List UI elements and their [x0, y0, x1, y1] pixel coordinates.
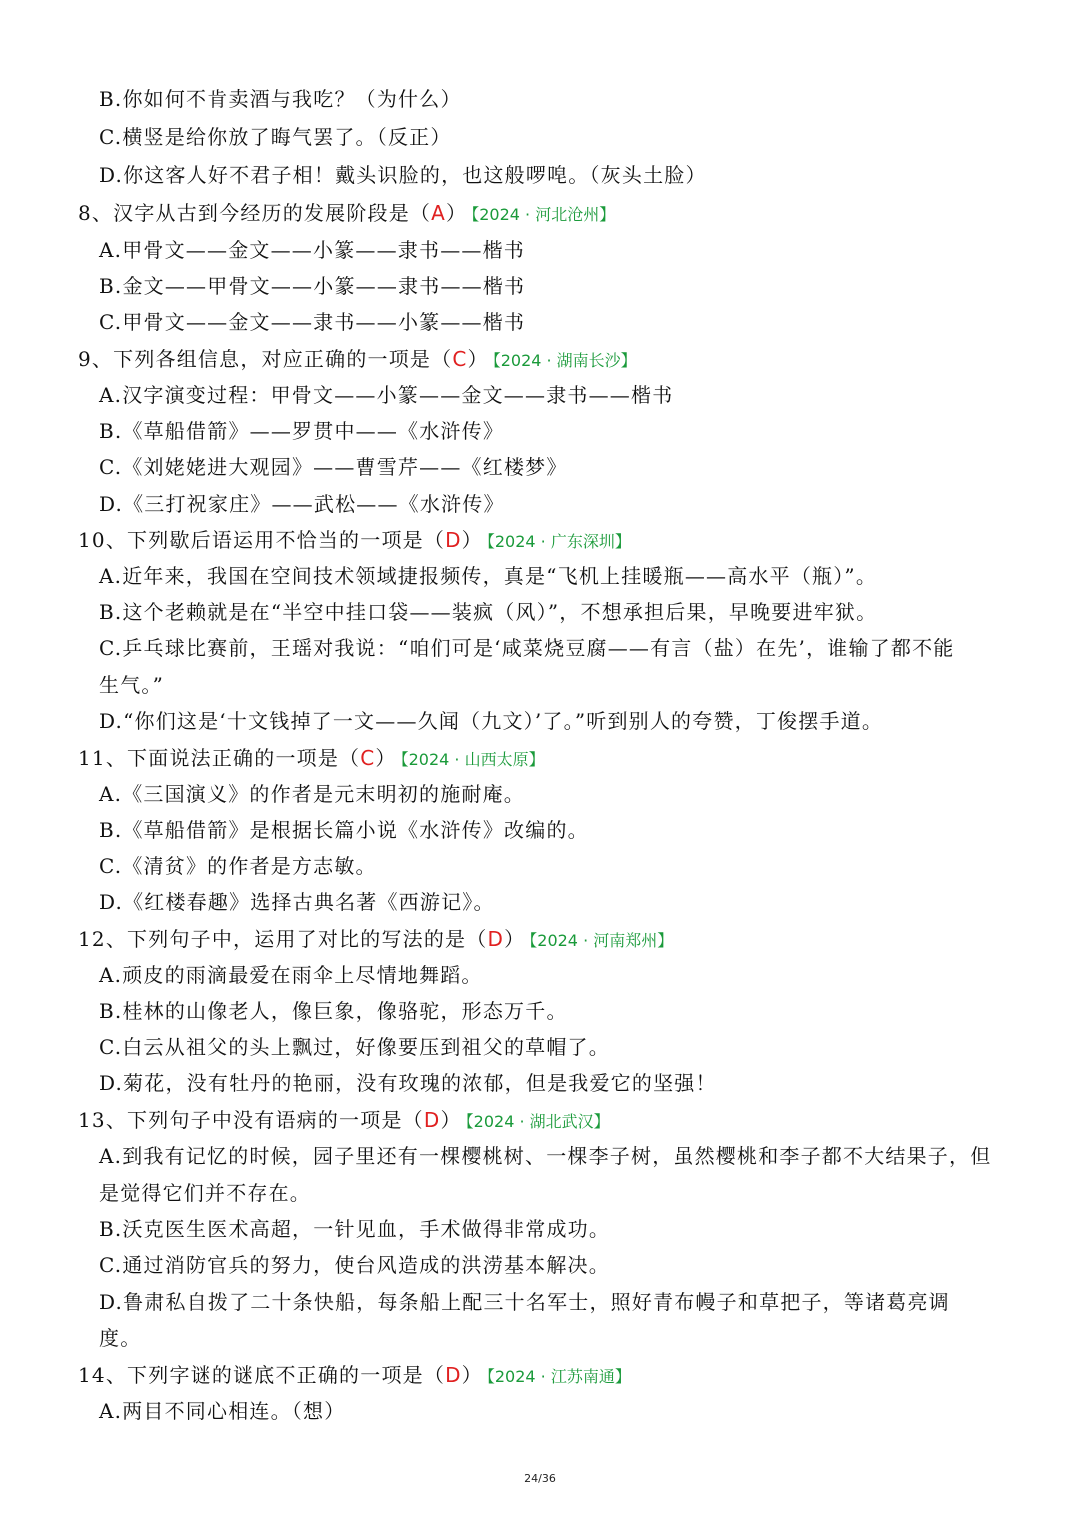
question-close-paren: ）	[375, 746, 397, 770]
option-line: A.到我有记忆的时候，园子里还有一棵樱桃树、一棵李子树，虽然樱桃和李子都不大结果子，但	[99, 1144, 992, 1168]
option-line: A.两目不同心相连。（想）	[99, 1399, 346, 1423]
source-tag: 【2024 · 湖南长沙】	[492, 351, 637, 370]
question-line	[78, 198, 615, 230]
option-line: A.汉字演变过程：甲骨文——小篆——金文——隶书——楷书	[99, 383, 674, 407]
option-line: C.通过消防官兵的努力，使台风造成的洪涝基本解决。	[99, 1253, 610, 1277]
answer-letter: D	[445, 1363, 462, 1387]
source-tag: 【2024 · 山西太原】	[400, 750, 545, 769]
question-line	[78, 743, 545, 775]
option-line: C.《清贫》的作者是方志敏。	[99, 854, 377, 878]
page-number: 24/36	[524, 1472, 556, 1485]
question-line	[78, 1105, 610, 1137]
question-close-paren: ）	[440, 1108, 462, 1132]
question-text: 8、汉字从古到今经历的发展阶段是（	[78, 201, 432, 225]
question-close-paren: ）	[504, 927, 526, 951]
option-line: D.你这客人好不君子相！戴头识脸的，也这般啰唣。（灰头土脸）	[99, 163, 707, 187]
source-tag: 【2024 · 河南郑州】	[529, 931, 674, 950]
option-line: B.桂林的山像老人，像巨象，像骆驼，形态万千。	[99, 999, 568, 1023]
question-text: 11、下面说法正确的一项是（	[78, 746, 361, 770]
option-continuation: 是觉得它们并不存在。	[99, 1181, 311, 1205]
source-tag: 【2024 · 河北沧州】	[471, 205, 616, 224]
answer-letter: D	[487, 927, 505, 951]
option-continuation: 生气。”	[99, 673, 165, 697]
option-line: C.甲骨文——金文——隶书——小篆——楷书	[99, 310, 526, 334]
option-line: C.横竖是给你放了晦气罢了。（反正）	[99, 125, 452, 149]
option-line: B.金文——甲骨文——小篆——隶书——楷书	[99, 274, 526, 298]
option-line: A.近年来，我国在空间技术领域捷报频传，真是“飞机上挂暖瓶——高水平（瓶）”。	[99, 564, 878, 588]
option-line: A.甲骨文——金文——小篆——隶书——楷书	[99, 238, 526, 262]
question-text: 10、下列歇后语运用不恰当的一项是（	[78, 528, 446, 552]
option-continuation: 度。	[99, 1326, 142, 1350]
question-line	[78, 924, 673, 956]
option-line: A.顽皮的雨滴最爱在雨伞上尽情地舞蹈。	[99, 963, 483, 987]
answer-letter: A	[431, 201, 447, 225]
question-line	[78, 344, 637, 376]
answer-letter: D	[445, 528, 462, 552]
question-close-paren: ）	[461, 528, 483, 552]
source-tag: 【2024 · 湖北武汉】	[465, 1112, 610, 1131]
question-text: 14、下列字谜的谜底不正确的一项是（	[78, 1363, 446, 1387]
question-line	[78, 525, 631, 557]
option-line: B.沃克医生医术高超，一针见血，手术做得非常成功。	[99, 1217, 611, 1241]
option-line: B.《草船借箭》——罗贯中——《水浒传》	[99, 419, 505, 443]
question-text: 12、下列句子中，运用了对比的写法的是（	[78, 927, 488, 951]
question-text: 9、下列各组信息，对应正确的一项是（	[78, 347, 453, 371]
option-line: C.乒乓球比赛前，王瑶对我说：“咱们可是‘咸菜烧豆腐——有言（盐）在先’，谁输了都不能	[99, 636, 955, 660]
question-close-paren: ）	[446, 201, 468, 225]
option-line: D.《三打祝家庄》——武松——《水浒传》	[99, 492, 505, 516]
question-text: 13、下列句子中没有语病的一项是（	[78, 1108, 424, 1132]
option-line: C.《刘姥姥进大观园》——曹雪芹——《红楼梦》	[99, 455, 568, 479]
option-line: A.《三国演义》的作者是元末明初的施耐庵。	[99, 782, 526, 806]
answer-letter: D	[423, 1108, 441, 1132]
question-line	[78, 1360, 631, 1392]
option-line: D.菊花，没有牡丹的艳丽，没有玫瑰的浓郁，但是我爱它的坚强！	[99, 1071, 717, 1095]
source-tag: 【2024 · 广东深圳】	[486, 532, 631, 551]
answer-letter: C	[452, 347, 468, 371]
source-tag: 【2024 · 江苏南通】	[486, 1367, 631, 1386]
answer-letter: C	[360, 746, 376, 770]
option-line: D.“你们这是‘十文钱掉了一文——久闻（九文）’了。”听到别人的夸赞，丁俊摆手道。	[99, 709, 884, 733]
question-close-paren: ）	[461, 1363, 483, 1387]
option-line: B.《草船借箭》是根据长篇小说《水浒传》改编的。	[99, 818, 589, 842]
option-line: C.白云从祖父的头上飘过，好像要压到祖父的草帽了。	[99, 1035, 610, 1059]
option-line: D.鲁肃私自拨了二十条快船，每条船上配三十名军士，照好青布幔子和草把子，等诸葛亮调	[99, 1290, 950, 1314]
question-close-paren: ）	[467, 347, 489, 371]
option-line: B.你如何不肯卖酒与我吃？（为什么）	[99, 87, 462, 111]
option-line: D.《红楼春趣》选择古典名著《西游记》。	[99, 890, 495, 914]
option-line: B.这个老赖就是在“半空中挂口袋——装疯（风）”，不想承担后果，早晚要进牢狱。	[99, 600, 878, 624]
